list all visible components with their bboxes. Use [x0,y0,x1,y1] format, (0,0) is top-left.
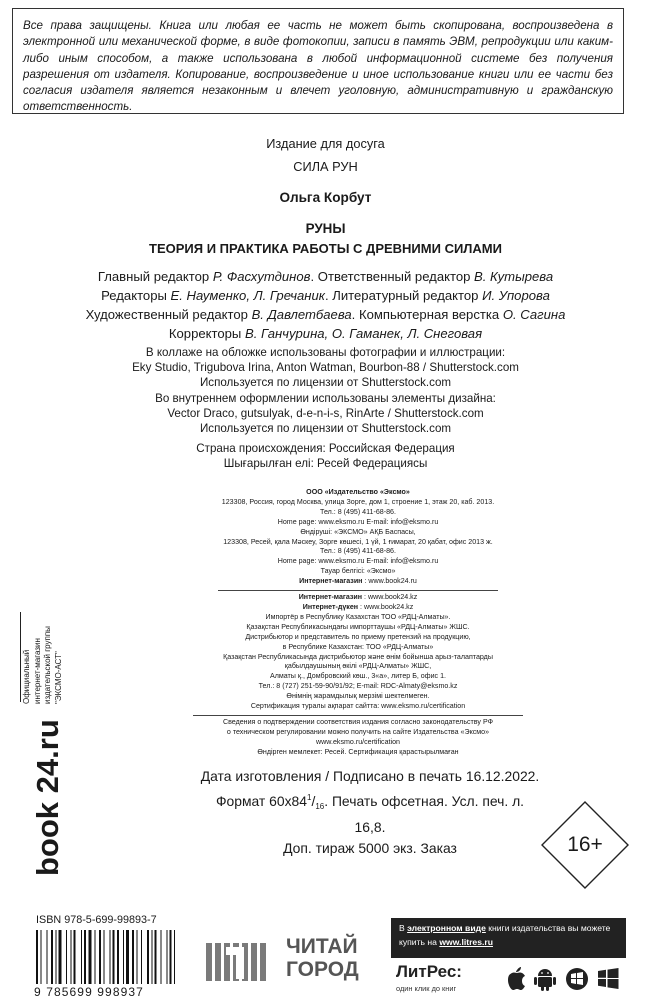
barcode-bar [170,930,172,984]
isbn: ISBN 978-5-699-99893-7 [36,914,157,926]
book-subtitle: ТЕОРИЯ И ПРАКТИКА РАБОТЫ С ДРЕВНИМИ СИЛАМИ [149,241,502,256]
windows-icon[interactable] [598,968,619,989]
barcode-bar [104,930,105,984]
barcode-bar [95,930,96,984]
chitai-label: ЧИТАЙ [286,935,358,958]
barcode-bar [47,930,48,984]
barcode-bar [167,930,168,984]
barcode-bar [147,930,149,984]
divider [193,715,523,716]
barcode-bar [56,930,57,984]
barcode-bar [110,930,111,984]
barcode-bar [161,930,162,984]
divider [218,590,498,591]
editorial-staff: Главный редактор Р. Фасхутдинов. Ответственный редактор В. Кутырева Редакторы Е. Науменко, Л. Гречаник. Литературный редактор И. Упорова Художественный редактор В. Давлетбаева. Компьютерная верстка О. Сагина Корректоры В. Ганчурина, О. Гаманек, Л. Снеговая [85,269,566,341]
barcode-bar [71,930,72,984]
barcode-bar [113,930,115,984]
android-icon[interactable] [534,969,556,991]
origin-country: Страна происхождения: Российская Федерация Шығарылған елі: Ресей Федерациясы [196,442,455,471]
age-rating-badge: 16+ [540,800,630,890]
barcode [34,930,194,986]
barcode-bar [81,930,82,984]
author: Ольга Корбут [279,190,372,205]
barcode-bar [126,930,129,984]
chitai-gorod-icon [206,933,282,983]
barcode-bar [89,930,92,984]
barcode-bar [84,930,86,984]
barcode-bar [99,930,101,984]
barcode-bar [59,930,62,984]
barcode-bar [74,930,76,984]
barcode-bar [155,930,157,984]
barcode-bar [137,930,138,984]
litres-logo[interactable]: ЛитРес: [396,962,462,981]
publisher-info: ООО «Издательство «Эксмо» 123308, Россия, город Москва, улица Зорге, дом 1, строение 1, этаж 20, каб. 2013. Тел.: 8 (495) 411-68-86. Home page: www.eksmo.ru E-mail: info@eksmo.ru Өндіруші: «ЭКСМО» АҚБ Баспасы, 123308, Ресей, қала Мәскеу, Зорге көшесі, 1 үй, 1 ғимарат, 20 қабат, офис 2013 ж. Тел.: 8 (495) 411-68-86. Home page: www.eksmo.ru E-mail: info@eksmo.ru Тауар белгісі: «Эксмо» Интернет-магазин : www.book24.ru Интернет-магазин : www.book24.kz Интернет-дүкен : www.book24.kz Импортёр в Республику Казахстан ТОО «РДЦ-Алматы». Қазақстан Республикасындағы импорттаушы «РДЦ-Алматы» ЖШС. Дистрибьютор и представитель по приему претензий на продукцию, в Республике Казахстан: ТОО «РДЦ-Алматы» Қазақстан Республикасында дистрибьютор және өнім бойынша арыз-талаптарды қабылдаушының өкілі «РДЦ-Алматы» ЖШС, Алматы қ., Домбровский көш., 3«а», литер Б, офис 1. Тел.: 8 (727) 251-59-90/91/92; E-mail: RDC-Almaty@eksmo.kz Өнімнің жарамдылық мерзімі шектелмеген. Сертификация туралы ақпарат сайтта: www.eksmo.ru/certification Сведения о подтверждении соответствия издания согласно законодательству РФ о техническом регулировании можно получить на сайте Издательства «Эксмо» www.eksmo.ru/certification Өндірген мемлекет: Ресей. Сертификация қарастырылмаған [118,488,598,758]
series-label: СИЛА РУН [293,159,358,174]
barcode-bar [41,930,42,984]
barcode-bar [123,930,124,984]
litres-banner[interactable]: В электронном виде книги издательства вы можете купить на www.litres.ru [391,918,626,958]
litres-tagline: один клик до книг [396,984,457,993]
platform-icons [503,962,633,992]
barcode-bar [152,930,153,984]
book24-caption: Официальный интернет-магазин издательской группы "ЭКСМО-АСТ" [22,626,63,704]
barcode-bar [141,930,142,984]
barcode-digits: 9 785699 998937 [34,985,144,999]
book-title: РУНЫ [305,221,346,236]
chitai-gorod-logo[interactable] [206,933,376,983]
barcode-bar [66,930,67,984]
divider [20,612,21,702]
print-info: Дата изготовления / Подписано в печать 16.12.2022. Формат $60х84^1/_{16}$. Печать офсетная. Усл. печ. л. 16,8. Доп. тираж 5000 экз. Заказ [200,768,540,856]
barcode-bar [117,930,119,984]
windows-phone-icon[interactable] [566,968,588,990]
barcode-bar [132,930,134,984]
barcode-bar [51,930,53,984]
copyright-notice: Все права защищены. Книга или любая ее часть не может быть скопирована, воспроизведена в электронной или механической форме, в виде фотокопии, записи в память ЭВМ, репродукции или каким-либо иным способом, а также использована в любой информационной системе без получения разрешения от издателя. Копирование, воспроизведение и иное использование книги или ее части без согласия издателя является незаконным и влечет уголовную, административную и гражданскую ответственность. [12,8,624,114]
apple-icon[interactable] [508,967,525,990]
edition-label: Издание для досуга [266,136,385,151]
book24-logo[interactable]: book 24.ru [30,719,65,876]
image-credits: В коллаже на обложке использованы фотографии и иллюстрации: Eky Studio, Trigubova Irina, Anton Watman, Bourbon-88 / Shutterstock.com Используется по лицензии от Shutterstock.com Во внутреннем оформлении использованы элементы дизайна: Vector Draco, gutsulyak, d-e-n-i-s, RinArte / Shutterstock.com Используется по лицензии от Shutterstock.com [132,346,519,436]
barcode-bar [174,930,175,984]
barcode-bar [36,930,38,984]
gorod-label: ГОРОД [286,958,359,981]
